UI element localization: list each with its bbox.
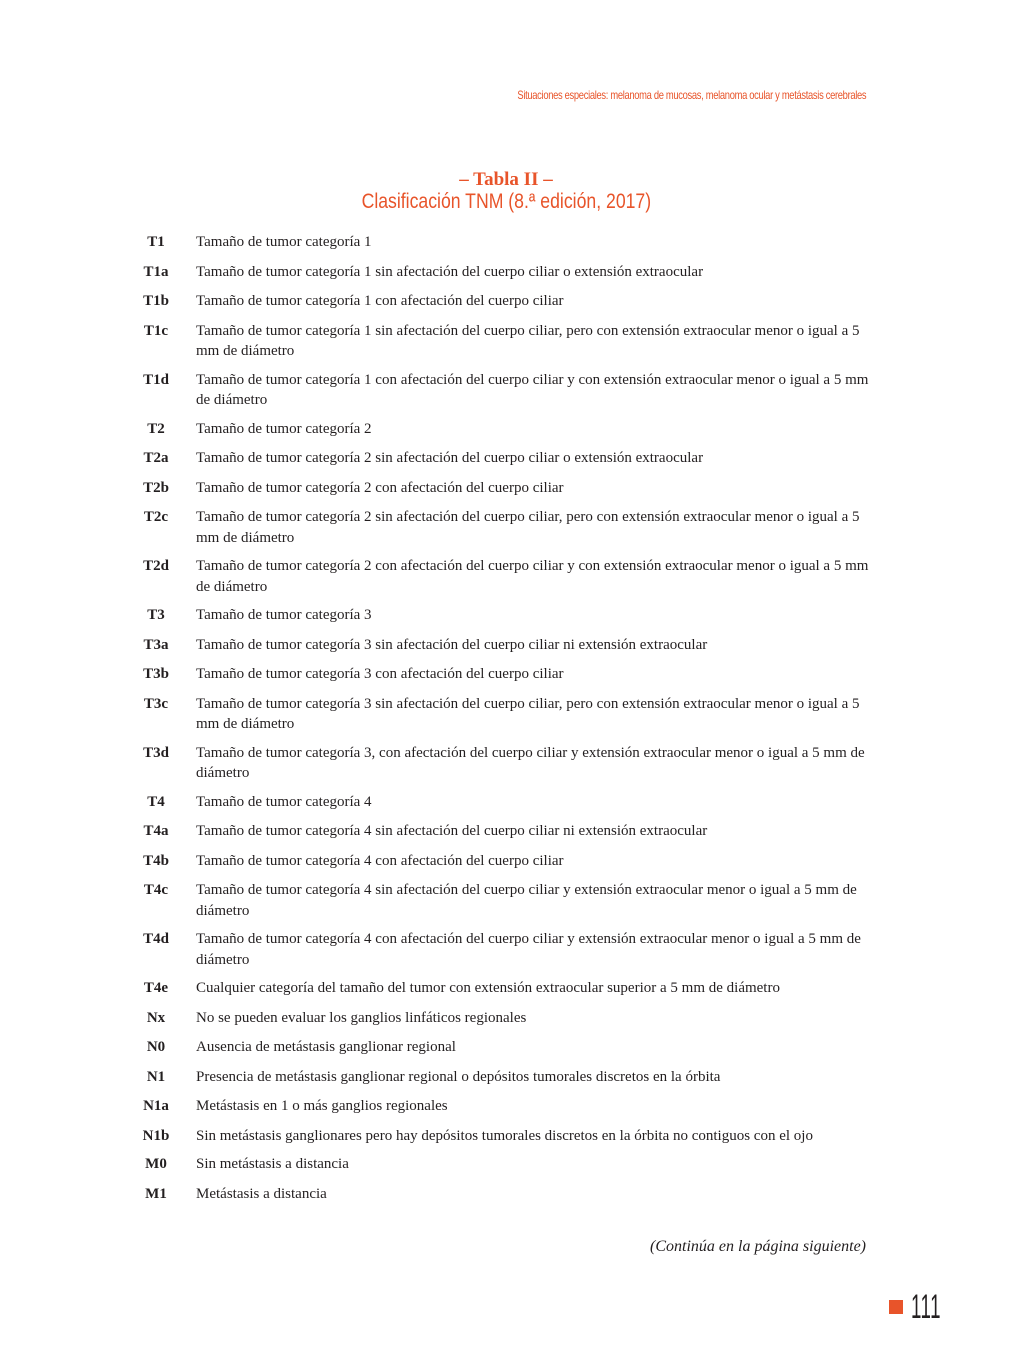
page-marker xyxy=(889,1290,966,1324)
tnm-code: N1 xyxy=(146,1068,166,1085)
table-row xyxy=(136,448,876,469)
table-caption: Clasificación TNM (8.ª edición, 2017) xyxy=(361,190,651,213)
tnm-code: T3d xyxy=(143,744,169,761)
tnm-code: T2b xyxy=(143,479,169,496)
tnm-code: T4e xyxy=(143,980,169,996)
tnm-code: T4 xyxy=(147,793,165,810)
tnm-code: M0 xyxy=(145,1156,167,1172)
tnm-description: Tamaño de tumor categoría 2 con afectación del cuerpo ciliar y con extensión extraocular menor o igual a 5 mm de diámetro xyxy=(196,558,869,595)
tnm-description: Tamaño de tumor categoría 3 xyxy=(196,607,372,623)
tnm-code: T4b xyxy=(143,852,169,869)
tnm-table xyxy=(136,232,876,1213)
table-row xyxy=(136,1037,876,1058)
tnm-code: M1 xyxy=(145,1185,167,1202)
tnm-description: Tamaño de tumor categoría 3 sin afectación del cuerpo ciliar, pero con extensión extraocular menor o igual a 5 mm de diámetro xyxy=(196,695,860,732)
tnm-code: T1b xyxy=(143,293,169,309)
tnm-description: Metástasis a distancia xyxy=(196,1185,327,1202)
table-row xyxy=(136,507,876,548)
tnm-code: T4d xyxy=(143,931,169,947)
tnm-description: Tamaño de tumor categoría 1 xyxy=(196,234,372,250)
tnm-description: Tamaño de tumor categoría 4 xyxy=(196,793,372,810)
tnm-code: T1c xyxy=(143,322,169,339)
tnm-description: Tamaño de tumor categoría 4 sin afectación del cuerpo ciliar y extensión extraocular menor o igual a 5 mm de diámetro xyxy=(196,882,857,919)
table-row xyxy=(136,321,876,362)
table-row xyxy=(136,1184,876,1205)
table-row xyxy=(136,821,876,842)
page-marker-square-icon xyxy=(889,1300,903,1314)
table-row xyxy=(136,1154,876,1175)
tnm-code: N1a xyxy=(143,1098,169,1114)
tnm-description: Tamaño de tumor categoría 1 sin afectación del cuerpo ciliar o extensión extraocular xyxy=(196,263,704,280)
tnm-description: Tamaño de tumor categoría 1 sin afectación del cuerpo ciliar, pero con extensión extraocular menor o igual a 5 mm de diámetro xyxy=(196,322,860,359)
tnm-description: Ausencia de metástasis ganglionar regional xyxy=(196,1039,456,1055)
table-row xyxy=(136,664,876,685)
table-row xyxy=(136,1096,876,1117)
tnm-description: Tamaño de tumor categoría 3 sin afectación del cuerpo ciliar ni extensión extraocular xyxy=(196,636,708,653)
table-title xyxy=(0,169,1012,214)
table-row xyxy=(136,419,876,440)
table-row xyxy=(136,291,876,312)
tnm-code: T2c xyxy=(143,509,169,525)
tnm-description: Metástasis en 1 o más ganglios regionales xyxy=(196,1098,448,1114)
tnm-code: T3b xyxy=(143,666,169,682)
table-label: – Tabla II – xyxy=(459,169,553,190)
tnm-code: T3 xyxy=(147,607,165,623)
table-row xyxy=(136,1067,876,1088)
tnm-code: T1d xyxy=(143,371,169,388)
tnm-description: Tamaño de tumor categoría 2 xyxy=(196,420,372,437)
tnm-description: Tamaño de tumor categoría 4 sin afectación del cuerpo ciliar ni extensión extraocular xyxy=(196,823,708,839)
table-row xyxy=(136,635,876,656)
tnm-description: Presencia de metástasis ganglionar regional o depósitos tumorales discretos en la órbita xyxy=(196,1068,721,1085)
tnm-description: Tamaño de tumor categoría 3, con afectación del cuerpo ciliar y extensión extraocular menor o igual a 5 mm de diámetro xyxy=(196,744,865,781)
table-row xyxy=(136,1126,876,1147)
table-row xyxy=(136,978,876,999)
tnm-description: Tamaño de tumor categoría 3 con afectación del cuerpo ciliar xyxy=(196,666,564,682)
tnm-code: T4c xyxy=(143,882,169,898)
tnm-description: Sin metástasis ganglionares pero hay depósitos tumorales discretos en la órbita no contiguos con el ojo xyxy=(196,1127,813,1144)
table-row xyxy=(136,1008,876,1029)
tnm-description: Sin metástasis a distancia xyxy=(196,1156,349,1172)
tnm-description: Tamaño de tumor categoría 2 sin afectación del cuerpo ciliar, pero con extensión extraocular menor o igual a 5 mm de diámetro xyxy=(196,509,860,546)
tnm-code: N0 xyxy=(146,1039,166,1055)
tnm-code: T1 xyxy=(147,234,165,250)
tnm-code: T4a xyxy=(143,823,169,839)
page-number: 111 xyxy=(911,1288,942,1326)
table-row xyxy=(136,851,876,872)
table-row xyxy=(136,556,876,597)
tnm-code: T2a xyxy=(143,450,169,466)
table-row xyxy=(136,929,876,970)
tnm-code: T2d xyxy=(143,558,169,574)
tnm-code: T3c xyxy=(143,695,169,712)
tnm-description: No se pueden evaluar los ganglios linfáticos regionales xyxy=(196,1009,527,1026)
table-row xyxy=(136,262,876,283)
table-row xyxy=(136,370,876,411)
table-row xyxy=(136,478,876,499)
tnm-code: T2 xyxy=(147,420,165,437)
tnm-description: Tamaño de tumor categoría 1 con afectación del cuerpo ciliar xyxy=(196,293,564,309)
tnm-description: Tamaño de tumor categoría 4 con afectación del cuerpo ciliar y extensión extraocular menor o igual a 5 mm de diámetro xyxy=(196,931,861,968)
tnm-description: Tamaño de tumor categoría 2 sin afectación del cuerpo ciliar o extensión extraocular xyxy=(196,450,704,466)
running-header: Situaciones especiales: melanoma de mucosas, melanoma ocular y metástasis cerebrales xyxy=(517,88,866,102)
table-row xyxy=(136,232,876,253)
tnm-description: Tamaño de tumor categoría 2 con afectación del cuerpo ciliar xyxy=(196,479,564,496)
tnm-description: Cualquier categoría del tamaño del tumor con extensión extraocular superior a 5 mm de diámetro xyxy=(196,980,780,996)
continued-note: (Continúa en la página siguiente) xyxy=(650,1238,866,1255)
table-row xyxy=(136,694,876,735)
table-row xyxy=(136,792,876,813)
table-row xyxy=(136,605,876,626)
tnm-code: T1a xyxy=(143,263,169,280)
tnm-code: Nx xyxy=(146,1009,166,1026)
table-row xyxy=(136,880,876,921)
tnm-description: Tamaño de tumor categoría 1 con afectación del cuerpo ciliar y con extensión extraocular menor o igual a 5 mm de diámetro xyxy=(196,371,869,408)
tnm-code: N1b xyxy=(142,1127,170,1144)
tnm-description: Tamaño de tumor categoría 4 con afectación del cuerpo ciliar xyxy=(196,852,564,869)
table-row xyxy=(136,743,876,784)
tnm-code: T3a xyxy=(143,636,169,653)
